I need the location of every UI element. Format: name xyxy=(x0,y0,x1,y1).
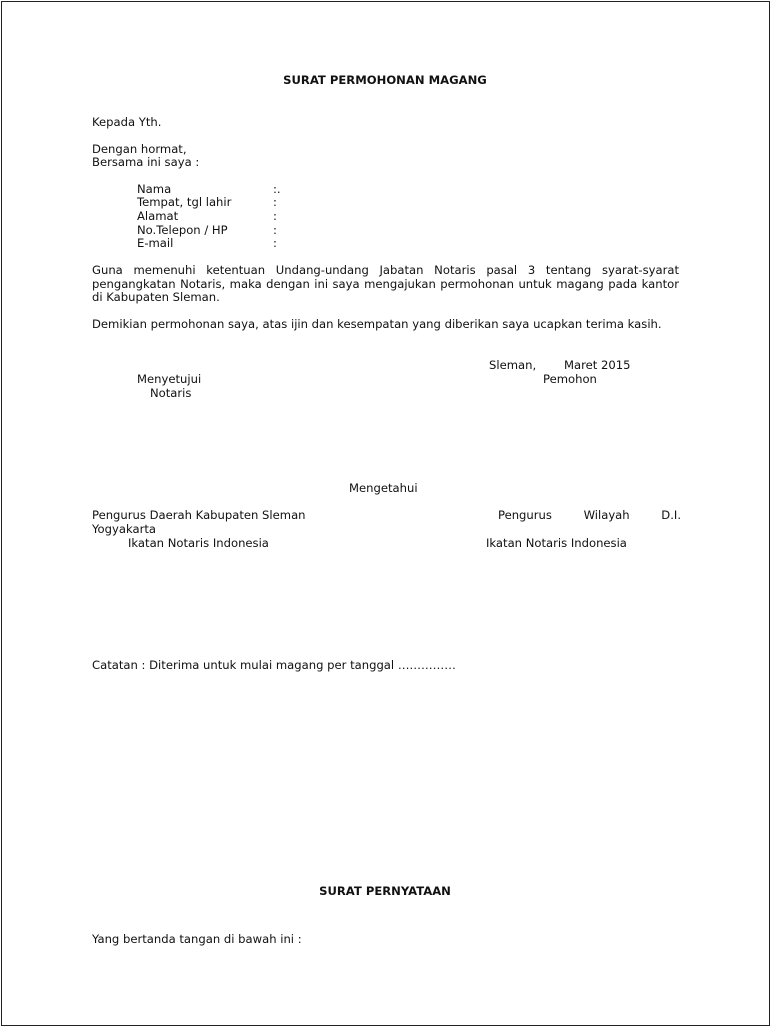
field-label-email: E-mail xyxy=(137,236,174,250)
field-separator: :. xyxy=(273,182,281,196)
right-board-org: Ikatan Notaris Indonesia xyxy=(486,536,627,550)
place-text: Sleman, xyxy=(489,358,537,372)
left-board-line: Pengurus Daerah Kabupaten Sleman xyxy=(92,508,306,522)
field-separator: : xyxy=(273,195,277,209)
field-label-address: Alamat xyxy=(137,209,179,223)
field-label-phone: No.Telepon / HP xyxy=(137,223,228,237)
field-separator: : xyxy=(273,236,277,250)
acknowledged-label: Mengetahui xyxy=(349,481,418,495)
date-text: Maret 2015 xyxy=(564,358,631,372)
field-label-birth: Tempat, tgl lahir xyxy=(137,195,232,209)
greeting-line: Dengan hormat, xyxy=(92,142,187,156)
recipient-line: Kepada Yth. xyxy=(92,115,162,129)
statement-intro: Yang bertanda tangan di bawah ini : xyxy=(92,932,302,946)
field-label-name: Nama xyxy=(137,182,172,196)
intro-line: Bersama ini saya : xyxy=(92,155,200,169)
left-board-org: Ikatan Notaris Indonesia xyxy=(128,536,269,550)
body-paragraph: Guna memenuhi ketentuan Undang-undang Jabatan Notaris pasal 3 tentang syarat-syarat pengangkatan Notaris, maka dengan ini saya mengajukan permohonan untuk magang pada kantor di Kabupaten Sleman. xyxy=(92,263,679,305)
letter-title: SURAT PERMOHONAN MAGANG xyxy=(283,73,487,87)
approver-role: Notaris xyxy=(150,386,192,400)
statement-title: SURAT PERNYATAAN xyxy=(319,884,451,898)
field-separator: : xyxy=(273,223,277,237)
right-board-word: D.I. xyxy=(661,508,681,522)
right-board-line xyxy=(498,508,681,522)
right-board-word: Wilayah xyxy=(583,508,630,522)
right-board-word: Pengurus xyxy=(498,508,552,522)
right-board-continuation: Yogyakarta xyxy=(92,522,156,536)
applicant-label: Pemohon xyxy=(543,372,597,386)
note-line: Catatan : Diterima untuk mulai magang per tanggal …………… xyxy=(92,658,456,672)
field-separator: : xyxy=(273,209,277,223)
approver-label: Menyetujui xyxy=(137,372,202,386)
closing-paragraph: Demikian permohonan saya, atas ijin dan kesempatan yang diberikan saya ucapkan terima kasih. xyxy=(92,317,662,331)
